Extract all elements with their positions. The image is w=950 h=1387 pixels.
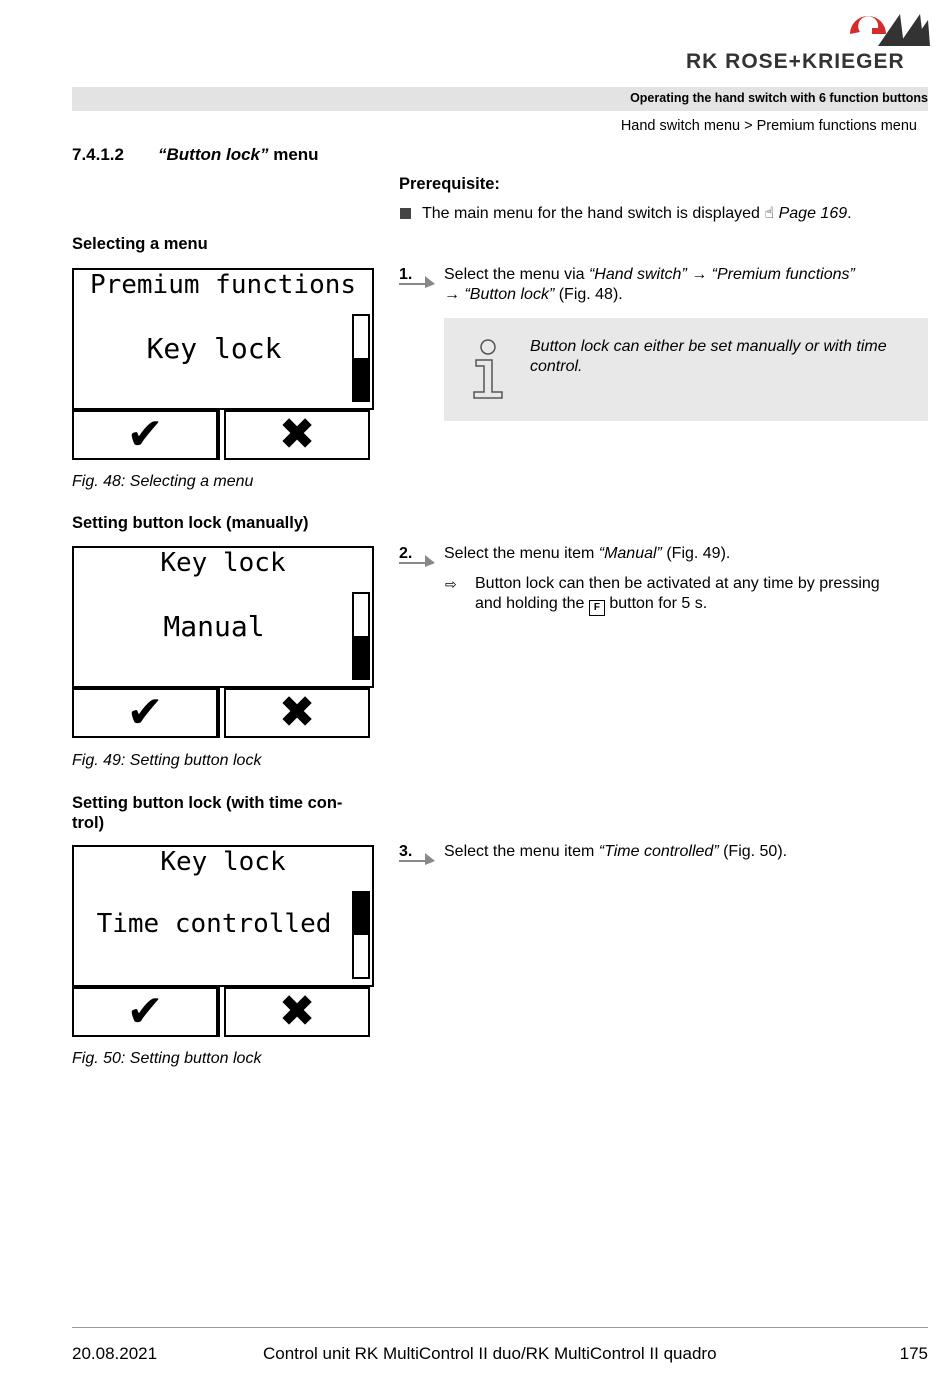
cancel-x-icon: ✖ bbox=[224, 987, 370, 1037]
info-note-text: Button lock can either be set manually or with time control. bbox=[530, 338, 887, 375]
breadcrumb: Hand switch menu > Premium functions menu bbox=[620, 118, 917, 134]
step-2-result: Button lock can then be activated at any time by pressing and holding the F button for 5 s. bbox=[475, 574, 880, 616]
display-body bbox=[72, 300, 374, 410]
display-scrollbar bbox=[352, 314, 370, 402]
rose-krieger-logo-mark bbox=[848, 6, 930, 46]
page-reference-hand-icon: ☝ bbox=[764, 205, 775, 222]
step-arrow-icon bbox=[399, 851, 435, 865]
footer-date: 20.08.2021 bbox=[72, 1344, 158, 1363]
heading-setting-timed: Setting button lock (with time con- trol) bbox=[72, 794, 343, 832]
step-number: 2. bbox=[399, 545, 413, 562]
step-3-text: Select the menu item “Time controlled” (Fig. 50). bbox=[444, 843, 788, 860]
prerequisite-item: The main menu for the hand switch is displayed ☝ Page 169. bbox=[422, 205, 852, 222]
confirm-check-icon: ✔ bbox=[72, 410, 218, 460]
section-number: 7.4.1.2 bbox=[72, 145, 124, 164]
step-number: 3. bbox=[399, 843, 413, 860]
hand-switch-display-fig49 bbox=[72, 546, 374, 738]
heading-setting-manual: Setting button lock (manually) bbox=[72, 514, 309, 532]
display-scrollbar bbox=[352, 592, 370, 680]
step-arrow-icon bbox=[399, 553, 435, 567]
footer-divider bbox=[72, 1327, 928, 1328]
page-reference-link[interactable]: Page 169 bbox=[778, 205, 848, 222]
display-title: Key lock bbox=[160, 847, 286, 877]
step-1-text: Select the menu via “Hand switch” → “Premium functions” → “Button lock” (Fig. 48). bbox=[444, 266, 855, 303]
heading-selecting-menu: Selecting a menu bbox=[72, 235, 208, 253]
company-logo-text: RK ROSE+KRIEGER bbox=[686, 50, 905, 73]
step-arrow-icon bbox=[399, 274, 435, 288]
result-arrow-icon: ⇨ bbox=[445, 576, 457, 592]
figure-caption-50: Fig. 50: Setting button lock bbox=[72, 1050, 262, 1067]
display-body bbox=[72, 877, 374, 987]
hand-switch-display-fig48 bbox=[72, 268, 374, 460]
display-menu-item: Key lock bbox=[146, 332, 282, 365]
figure-caption-49: Fig. 49: Setting button lock bbox=[72, 752, 262, 769]
confirm-check-icon: ✔ bbox=[72, 688, 218, 738]
display-body bbox=[72, 578, 374, 688]
confirm-check-icon: ✔ bbox=[72, 987, 218, 1037]
display-title-bar bbox=[72, 268, 374, 302]
cancel-x-icon: ✖ bbox=[224, 410, 370, 460]
hand-switch-display-fig50 bbox=[72, 845, 374, 1037]
display-title-bar bbox=[72, 546, 374, 580]
display-menu-item: Time controlled bbox=[96, 909, 332, 939]
display-scrollbar bbox=[352, 891, 370, 979]
figure-caption-48: Fig. 48: Selecting a menu bbox=[72, 473, 254, 490]
section-title: “Button lock” menu bbox=[158, 145, 319, 164]
f-key-icon: F bbox=[589, 600, 605, 616]
bullet-square-icon bbox=[400, 208, 411, 219]
prerequisite-heading: Prerequisite: bbox=[399, 175, 500, 193]
cancel-x-icon: ✖ bbox=[224, 688, 370, 738]
display-title: Premium functions bbox=[89, 270, 357, 300]
footer-document-title: Control unit RK MultiControl II duo/RK MultiControl II quadro bbox=[263, 1344, 717, 1363]
chapter-title: Operating the hand switch with 6 function buttons bbox=[630, 91, 928, 105]
step-2-text: Select the menu item “Manual” (Fig. 49). bbox=[444, 545, 731, 562]
display-menu-item: Manual bbox=[163, 610, 265, 643]
step-number: 1. bbox=[399, 266, 413, 283]
page-number: 175 bbox=[899, 1344, 928, 1363]
info-icon bbox=[470, 338, 506, 400]
display-title: Key lock bbox=[160, 548, 286, 578]
display-title-bar bbox=[72, 845, 374, 879]
